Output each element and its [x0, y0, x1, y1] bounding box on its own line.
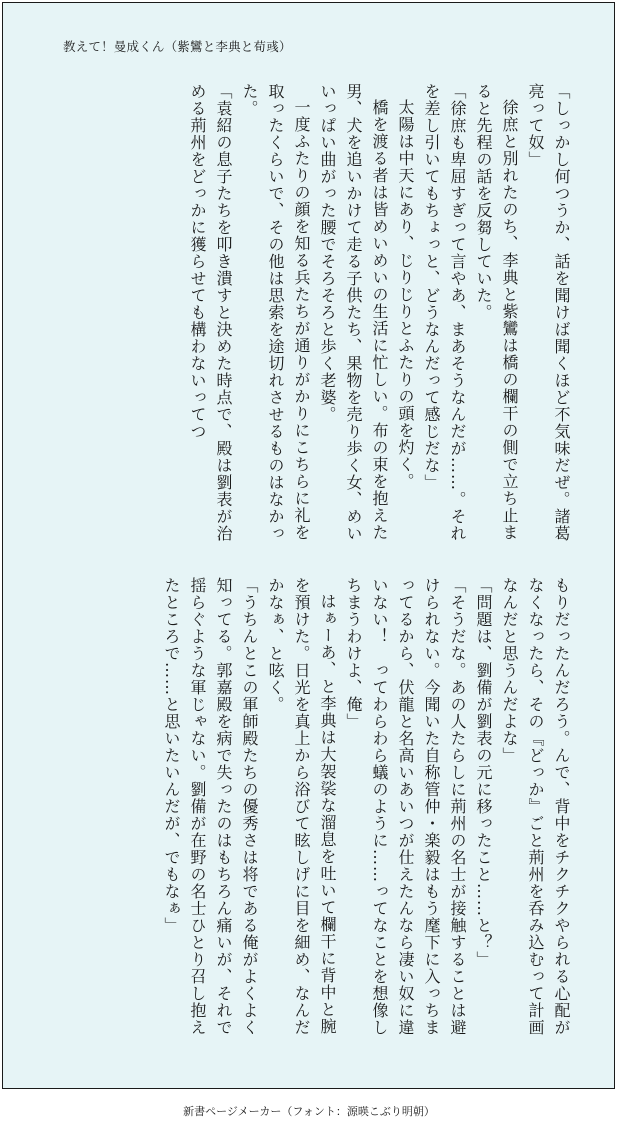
footer-credit: 新書ページメーカー（フォント：源暎こぶり明朝） — [183, 1105, 435, 1118]
text-block-top — [54, 83, 574, 543]
page-title: 教えて！曼成くん（紫鸞と李典と荀彧） — [63, 39, 292, 54]
paragraph: 「問題は、劉備が劉表の元に移ったこと……と？」 — [474, 577, 493, 968]
paragraph: 一度ふたりの顔を知る兵たちが通りがかりにこちらに礼を取ったくらいで、その他は思索を途切れさせるものはなかった。 — [240, 83, 311, 542]
paragraph: はぁーあ、と李典は大袈裟な溜息を吐いて欄干に背中と腕を預けた。日光を真上から浴びて眩しげに目を細め、なんだかなぁ、と呟く。 — [266, 577, 337, 1036]
paragraph: もりだったんだろう。んで、背中をチクチクやられる心配がなくなったら、その『どっか』ごと荊州を呑み込むって計画なんだと思うんだよな」 — [500, 577, 571, 1036]
paragraph: 「そうだな。あの人たらしに荊州の名士が接触することは避けられない。今聞いた自称管仲・楽毅はもう麾下に入っちまってるから、伏龍と名高いあいつが仕えたんなら凄い奴に違いない！ ってわらわら蟻のように……ってなことを想像しちまうわけよ、俺」 — [344, 577, 467, 1036]
paragraph: 「袁紹の息子たちを叩き潰すと決めた時点で、殿は劉表が治める荊州をどっかに獲らせても構わないってつ — [188, 83, 233, 542]
book-page — [2, 2, 615, 1089]
paragraph: 「徐庶も卑屈すぎって言やあ、まあそうなんだが……。それを差し引いてもちょっと、どうなんだって感じだな」 — [422, 83, 467, 542]
text-block-bottom — [54, 577, 574, 1037]
paragraph: 徐庶と別れたのち、李典と紫鸞は橋の欄干の側で立ち止まると先程の話を反芻していた。 — [474, 83, 519, 541]
paragraph: 橋を渡る者は皆めいめいの生活に忙しい。布の束を抱えた男、犬を追いかけて走る子供たち、果物を売り歩く女、めいいっぱい曲がった腰でそろそろと歩く老婆。 — [318, 83, 389, 542]
paragraph: 「しっかし何つうか、話を聞けば聞くほど不気味だぜ。諸葛亮って奴」 — [526, 83, 571, 542]
paragraph: 太陽は中天にあり、じりじりとふたりの頭を灼く。 — [396, 99, 415, 490]
paragraph: 「うちんとこの軍師殿たちの優秀さは将である俺がよくよく知ってる。郭嘉殿を病で失ったのはもちろん痛いが、それで揺らぐような軍じゃない。劉備が在野の名士ひとり召し抱えたところで……と思いたいんだが、でもなぁ」 — [162, 577, 259, 1036]
